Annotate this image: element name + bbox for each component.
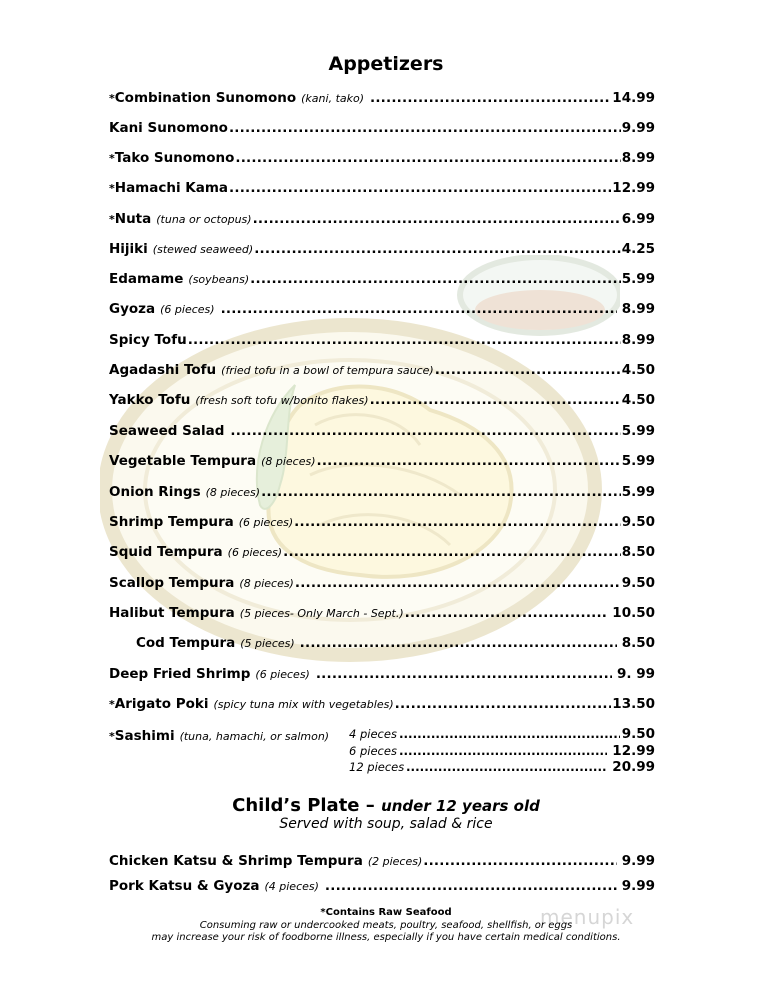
sashimi-option: 12 pieces ..... 20.99 <box>349 760 655 775</box>
menu-item: Yakko Tofu (fresh soft tofu w/bonito flakes) ..... 4.50 <box>109 391 655 409</box>
menu-item: Onion Rings (8 pieces) ..... 5.99 <box>109 483 655 501</box>
childs-plate-heading <box>0 795 772 816</box>
menu-item: Seaweed Salad ..... 5.99 <box>109 422 655 440</box>
sashimi-option: 4 pieces ..... 9.50 <box>349 727 655 742</box>
menupix-watermark: menupix <box>540 905 635 929</box>
raw-seafood-notice: *Contains Raw Seafood <box>320 907 452 918</box>
menu-item: Chicken Katsu & Shrimp Tempura (2 pieces) ..... 9.99 <box>109 852 655 870</box>
appetizers-heading: Appetizers <box>328 53 444 75</box>
menu-item: Shrimp Tempura (6 pieces) ..... 9.50 <box>109 513 655 531</box>
menu-item: Vegetable Tempura (8 pieces) ..... 5.99 <box>109 452 655 470</box>
menu-item: *Combination Sunomono (kani, tako) ..... 14.99 <box>109 89 655 107</box>
menu-item: Agadashi Tofu (fried tofu in a bowl of tempura sauce) ..... 4.50 <box>109 361 655 379</box>
menu-item: Cod Tempura (5 pieces) ..... 8.50 <box>136 634 655 652</box>
childs-plate-title: Child’s Plate – <box>232 795 375 816</box>
menu-item: *Tako Sunomono ..... 8.99 <box>109 149 655 167</box>
childs-plate-subtitle: under 12 years old <box>381 797 540 815</box>
consumer-advisory-line-1: Consuming raw or undercooked meats, poultry, seafood, shellfish, or eggs <box>199 920 573 931</box>
menu-item: Pork Katsu & Gyoza (4 pieces) ..... 9.99 <box>109 877 655 895</box>
menu-item: *Arigato Poki (spicy tuna mix with vegetables) ..... 13.50 <box>109 695 655 713</box>
childs-plate-served-with: Served with soup, salad & rice <box>279 816 493 832</box>
sashimi-item: *Sashimi (tuna, hamachi, or salmon) <box>109 728 330 744</box>
menu-item: Hijiki (stewed seaweed) ..... 4.25 <box>109 240 655 258</box>
menu-item: Squid Tempura (6 pieces) ..... 8.50 <box>109 543 655 561</box>
menu-item: Gyoza (6 pieces) ..... 8.99 <box>109 300 655 318</box>
menu-item: Halibut Tempura (5 pieces- Only March - Sept.) ..... 10.50 <box>109 604 655 622</box>
consumer-advisory-line-2: may increase your risk of foodborne illness, especially if you have certain medical conditions. <box>151 932 621 943</box>
menu-item: Deep Fried Shrimp (6 pieces) ..... 9. 99 <box>109 665 655 683</box>
menu-item: Kani Sunomono ..... 9.99 <box>109 119 655 137</box>
menu-item: *Nuta (tuna or octopus) ..... 6.99 <box>109 210 655 228</box>
menu-item: Edamame (soybeans) ..... 5.99 <box>109 270 655 288</box>
menu-item: Scallop Tempura (8 pieces) ..... 9.50 <box>109 574 655 592</box>
menu-item: Spicy Tofu ..... 8.99 <box>109 331 655 349</box>
menu-item: *Hamachi Kama ..... 12.99 <box>109 179 655 197</box>
sashimi-option: 6 pieces ..... 12.99 <box>349 744 655 759</box>
